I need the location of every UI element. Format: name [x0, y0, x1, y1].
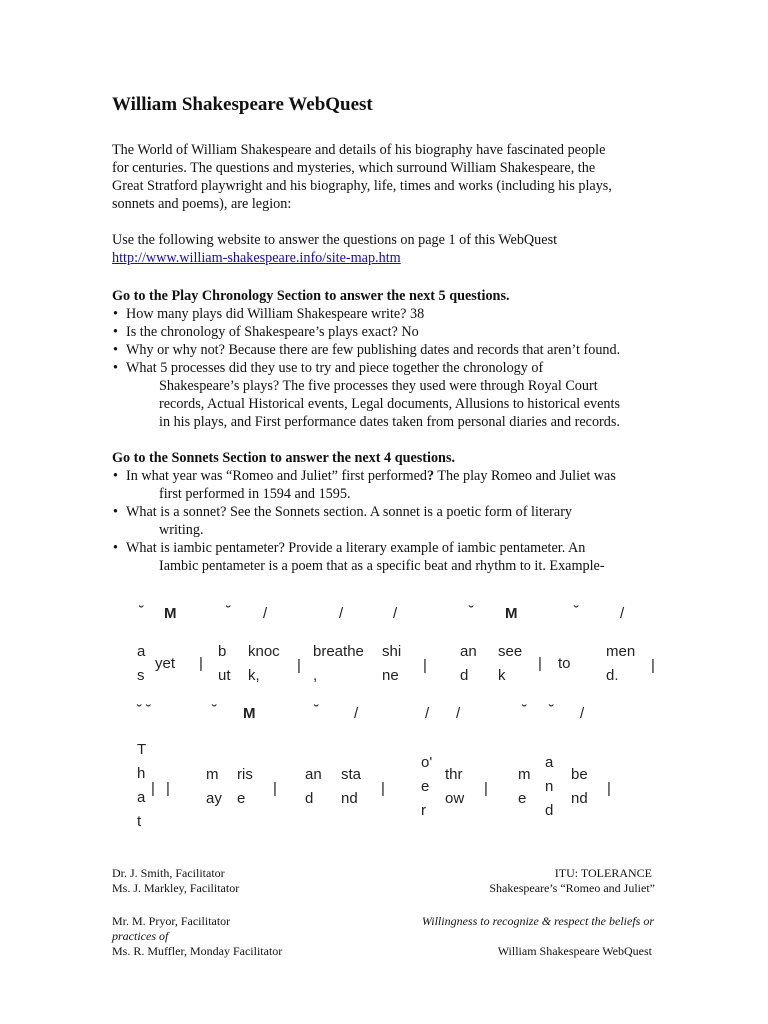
intro-line: for centuries. The questions and mysteries, which surround William Shakespeare, the	[112, 160, 596, 176]
bullet: •	[113, 342, 118, 358]
scansion-word: an d	[460, 643, 477, 684]
scansion-word: m ay	[206, 766, 222, 807]
website-link[interactable]: http://www.william-shakespeare.info/site-map.htm	[112, 250, 401, 266]
scansion-mark: M	[164, 605, 177, 622]
scansion-word: o' e r	[421, 754, 433, 819]
question-continuation: in his plays, and First performance dates taken from personal diaries and records.	[159, 414, 620, 430]
scansion-mark: /	[580, 705, 585, 722]
scansion-mark: /	[263, 605, 268, 622]
scansion-word: T h a t	[137, 741, 147, 830]
scansion-word: knoc k,	[248, 643, 280, 684]
question-item	[112, 359, 672, 431]
section-heading: Go to the Play Chronology Section to answer the next 5 questions.	[112, 288, 510, 304]
scansion-word: a s	[137, 643, 146, 684]
scansion-divider: |	[297, 657, 301, 674]
bullet: •	[113, 306, 118, 322]
scansion-mark: ˘	[139, 603, 144, 620]
question-text: What 5 processes did they use to try and piece together the chronology of	[126, 360, 544, 376]
scansion-word: shi ne	[382, 643, 402, 684]
scansion-word: be nd	[571, 766, 588, 807]
scansion-mark: ˘	[522, 702, 527, 719]
scansion-mark: ˘	[549, 702, 554, 719]
question-continuation: records, Actual Historical events, Legal documents, Allusions to historical events	[159, 396, 620, 412]
scansion-word: to	[558, 655, 571, 672]
scansion-word: thr ow	[445, 766, 465, 807]
intro-line: The World of William Shakespeare and details of his biography have fascinated people	[112, 142, 606, 158]
question-text: What is iambic pentameter? Provide a literary example of iambic pentameter. An	[126, 540, 586, 556]
bullet: •	[113, 504, 118, 520]
question-continuation: first performed in 1594 and 1595.	[159, 486, 351, 502]
scansion-divider: |	[484, 780, 488, 797]
intro-line: sonnets and poems), are legion:	[112, 196, 292, 212]
scansion-mark: /	[620, 605, 625, 622]
question-text: Why or why not? Because there are few publishing dates and records that aren’t found.	[126, 342, 621, 358]
question-text: Is the chronology of Shakespeare’s plays exact? No	[126, 324, 419, 340]
bullet: •	[113, 360, 118, 376]
scansion-mark: M	[505, 605, 518, 622]
scansion-mark: /	[393, 605, 398, 622]
footer-facilitator: Ms. J. Markley, Facilitator	[112, 881, 240, 895]
scansion-divider: |	[381, 780, 385, 797]
question-continuation: writing.	[159, 522, 204, 538]
scansion-divider: |	[199, 655, 203, 672]
scansion-mark: /	[339, 605, 344, 622]
question-item	[112, 467, 672, 503]
scansion-word: breathe ,	[313, 643, 364, 684]
play-chronology-section	[112, 287, 672, 431]
section-heading: Go to the Sonnets Section to answer the next 4 questions.	[112, 450, 456, 466]
website-instruction: Use the following website to answer the questions on page 1 of this WebQuest	[112, 232, 558, 248]
bullet: •	[113, 468, 118, 484]
scansion-word: m e	[518, 766, 531, 807]
scansion-mark: M	[243, 705, 256, 722]
sonnets-section	[112, 449, 672, 575]
question-item	[112, 539, 672, 575]
scansion-word: men d.	[606, 643, 636, 684]
scansion-divider: |	[538, 655, 542, 672]
question-continuation: Iambic pentameter is a poem that as a specific beat and rhythm to it. Example-	[159, 558, 605, 574]
scansion-divider: |	[423, 657, 427, 674]
question-item	[112, 503, 672, 539]
footer-unit-title: Shakespeare’s “Romeo and Juliet”	[489, 881, 655, 895]
question-item	[112, 305, 672, 323]
scansion-word: an d	[305, 766, 322, 807]
question-text: In what year was “Romeo and Juliet” first performed	[126, 468, 427, 484]
scansion-word: ris e	[237, 766, 253, 807]
scansion-mark: /	[354, 705, 359, 722]
intro-line: Great Stratford playwright and his biography, life, times and works (including his plays,	[112, 178, 612, 194]
scansion-mark: ˘	[314, 702, 319, 719]
footer-tolerance-definition-cont: practices of	[112, 929, 169, 943]
question-item	[112, 323, 672, 341]
scansion-mark: /	[456, 705, 461, 722]
footer-facilitator: Ms. R. Muffler, Monday Facilitator	[112, 944, 283, 958]
bullet: •	[113, 324, 118, 340]
scansion-divider: |	[651, 657, 655, 674]
bullet: •	[113, 540, 118, 556]
scansion-mark: ˘ ˘	[137, 702, 152, 719]
question-mark: ?	[427, 468, 435, 484]
scansion-mark: /	[425, 705, 430, 722]
website-block	[112, 231, 672, 267]
intro-paragraph	[112, 141, 672, 213]
scansion-divider: |	[166, 780, 170, 797]
scansion-divider: |	[151, 780, 155, 797]
scansion-divider: |	[607, 780, 611, 797]
footer-itu: ITU: TOLERANCE	[554, 866, 652, 880]
scansion-mark: ˘	[226, 603, 231, 620]
question-text: How many plays did William Shakespeare write? 38	[126, 306, 425, 322]
scansion-word: see k	[498, 643, 523, 684]
scansion-mark: ˘	[574, 603, 579, 620]
page-title: William Shakespeare WebQuest	[112, 94, 373, 115]
scansion-word: a n d	[545, 754, 554, 819]
scansion-mark: ˘	[469, 603, 474, 620]
footer-facilitator: Dr. J. Smith, Facilitator	[112, 866, 225, 880]
question-text: What is a sonnet? See the Sonnets section. A sonnet is a poetic form of literary	[126, 504, 573, 520]
footer-facilitator: Mr. M. Pryor, Facilitator	[112, 914, 231, 928]
scansion-divider: |	[273, 780, 277, 797]
scansion-word: b ut	[218, 643, 231, 684]
question-item	[112, 341, 672, 359]
scansion-mark: ˘	[212, 702, 217, 719]
question-continuation: Shakespeare’s plays? The five processes they used were through Royal Court	[159, 378, 598, 394]
footer-tolerance-definition: Willingness to recognize & respect the beliefs or	[421, 914, 654, 928]
scansion-word: yet	[155, 655, 176, 672]
answer-text: The play Romeo and Juliet was	[434, 468, 616, 484]
scansion-word: sta nd	[341, 766, 362, 807]
footer-webquest-title: William Shakespeare WebQuest	[497, 944, 652, 958]
